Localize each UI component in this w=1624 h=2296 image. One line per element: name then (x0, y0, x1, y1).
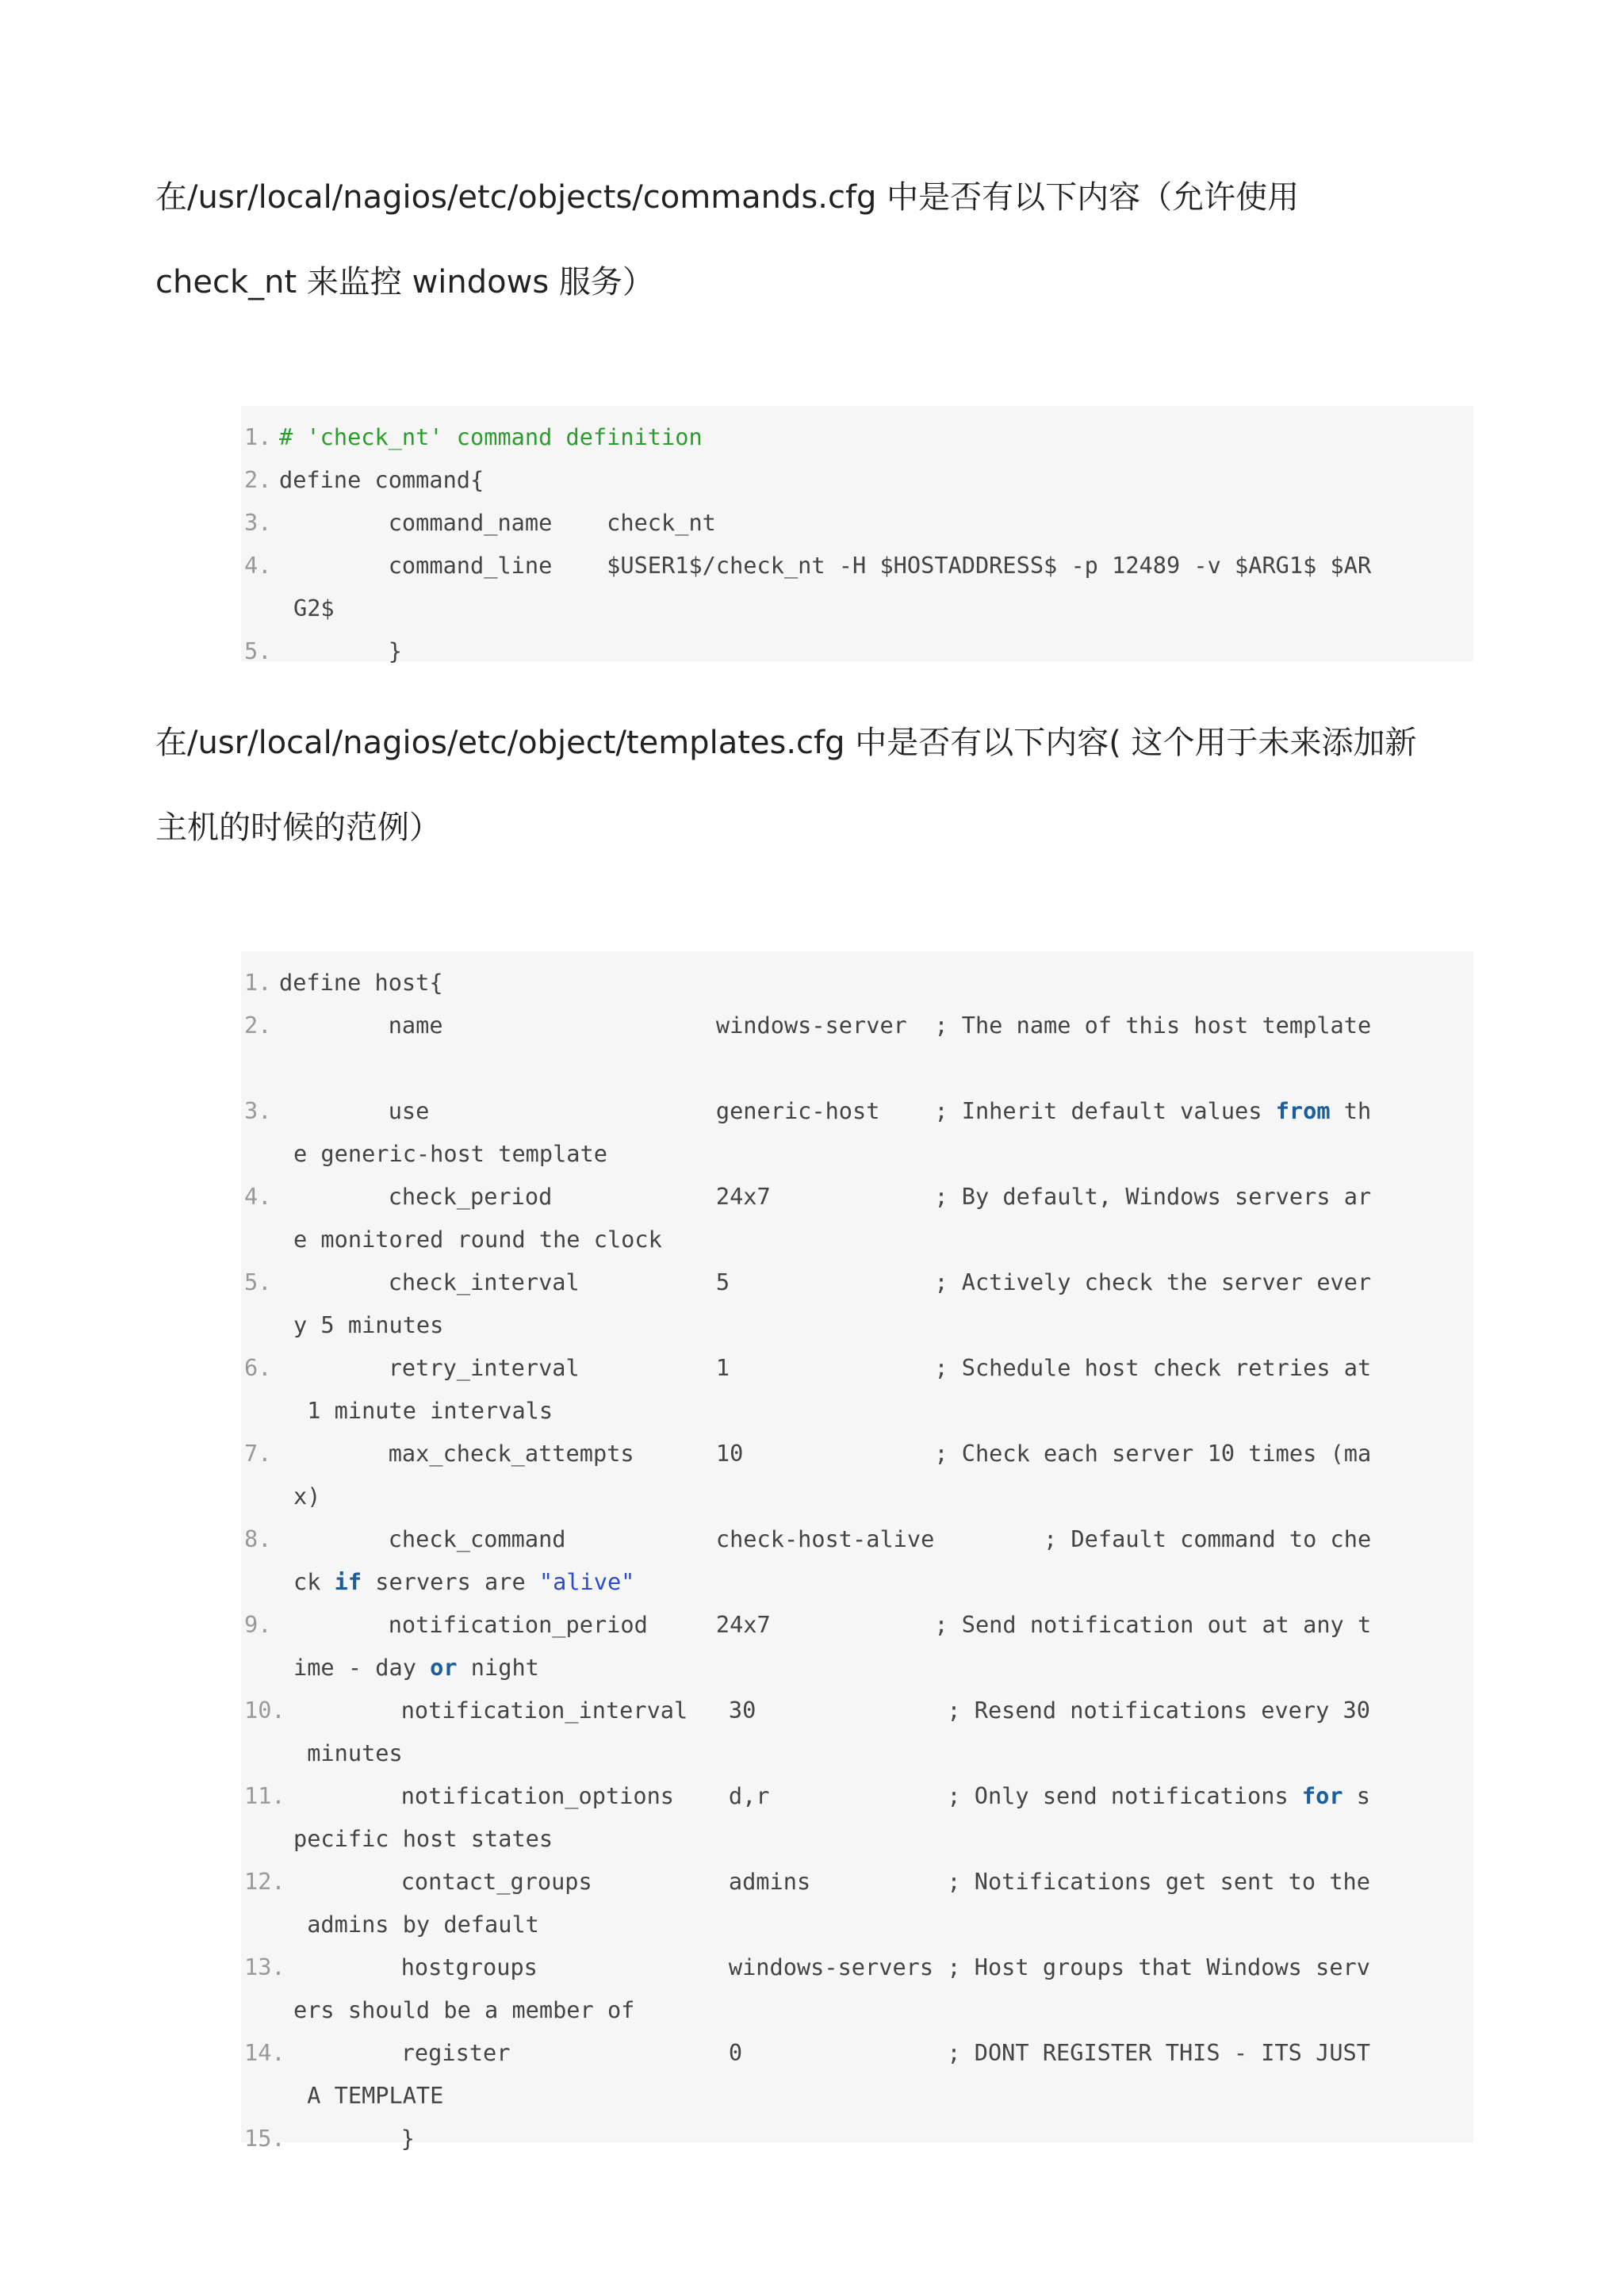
line-number: 6. (244, 1354, 272, 1381)
code-line-wrap (241, 1047, 1473, 1089)
code-comment: # 'check_nt' command definition (279, 423, 703, 450)
code-text: } (279, 637, 402, 664)
code-line-wrap (241, 1646, 1473, 1689)
code-segment: night (457, 1654, 539, 1681)
line-number: 1. (244, 969, 272, 996)
code-line-wrap (241, 1132, 1473, 1175)
code-line-wrap (241, 1389, 1473, 1432)
line-number: 12. (244, 1868, 285, 1895)
code-block-commands (241, 406, 1473, 664)
line-number: 8. (244, 1525, 272, 1552)
code-text: } (292, 2125, 415, 2152)
paragraph-templates-cfg (155, 701, 1472, 871)
code-segment: ck (293, 1568, 335, 1595)
code-segment: s (1342, 1782, 1370, 1809)
line-number: 5. (244, 637, 272, 664)
code-text: check_interval 5 ; Actively check the server ever (279, 1269, 1372, 1295)
code-line (241, 1517, 1473, 1560)
code-text: define host{ (279, 969, 443, 996)
code-line (241, 1432, 1473, 1475)
line-number: 11. (244, 1782, 285, 1809)
paragraph-line: 主机的时候的范例） (155, 809, 441, 846)
code-text: y 5 minutes (293, 1311, 444, 1338)
code-line (241, 629, 1473, 672)
code-line-wrap (241, 1732, 1473, 1774)
code-segment: servers are (362, 1568, 539, 1595)
code-block-host-template (241, 951, 1473, 2152)
code-keyword: or (430, 1654, 458, 1681)
code-text: command_line $USER1$/check_nt -H $HOSTADDRESS$ -p 12489 -v $ARG1$ $AR (279, 552, 1372, 579)
code-text: x) (293, 1483, 321, 1510)
code-line-wrap (241, 1988, 1473, 2031)
code-line (241, 1175, 1473, 1218)
code-text: 1 minute intervals (293, 1397, 553, 1424)
line-number: 4. (244, 552, 272, 579)
code-text: contact_groups admins ; Notifications get sent to the (292, 1868, 1370, 1895)
code-line (241, 1261, 1473, 1303)
code-line (241, 1860, 1473, 1903)
code-string: "alive" (538, 1568, 635, 1595)
code-keyword: for (1301, 1782, 1343, 1809)
code-line (241, 1689, 1473, 1732)
code-text: hostgroups windows-servers ; Host groups that Windows serv (292, 1954, 1370, 1980)
code-keyword: if (334, 1568, 362, 1595)
code-text: admins by default (293, 1911, 539, 1938)
code-line (241, 458, 1473, 501)
code-text: max_check_attempts 10 ; Check each server 10 times (ma (279, 1440, 1372, 1467)
line-number: 2. (244, 1012, 272, 1039)
line-number: 15. (244, 2125, 285, 2152)
code-line-wrap (241, 1218, 1473, 1261)
code-text: e monitored round the clock (293, 1226, 662, 1253)
code-line (241, 2031, 1473, 2074)
code-text (279, 1089, 1371, 1132)
line-number: 5. (244, 1269, 272, 1295)
line-number: 13. (244, 1954, 285, 1980)
code-line-wrap (241, 1560, 1473, 1603)
code-text (293, 1646, 539, 1689)
code-line-wrap (241, 1303, 1473, 1346)
code-text: ers should be a member of (293, 1996, 635, 2023)
line-number: 1. (244, 423, 272, 450)
code-line-wrap (241, 1475, 1473, 1517)
code-line (241, 2117, 1473, 2160)
line-number: 2. (244, 466, 272, 493)
code-text: G2$ (293, 595, 335, 622)
code-line (241, 1603, 1473, 1646)
code-text: notification_interval 30 ; Resend notifications every 30 (292, 1697, 1370, 1724)
code-text (293, 1047, 307, 1089)
line-number: 3. (244, 1097, 272, 1124)
code-text: check_period 24x7 ; By default, Windows servers ar (279, 1183, 1372, 1210)
code-line (241, 1774, 1473, 1817)
code-line-wrap (241, 2074, 1473, 2117)
paragraph-line: check_nt 来监控 windows 服务） (155, 264, 654, 300)
code-text: notification_period 24x7 ; Send notification out at any t (279, 1611, 1372, 1638)
code-segment: ime - day (293, 1654, 431, 1681)
code-text: minutes (293, 1739, 403, 1766)
code-text: register 0 ; DONT REGISTER THIS - ITS JUST (292, 2039, 1370, 2066)
code-line-wrap (241, 587, 1473, 629)
code-text: name windows-server ; The name of this host template (279, 1012, 1372, 1039)
code-text: retry_interval 1 ; Schedule host check retries at (279, 1354, 1372, 1381)
line-number: 3. (244, 509, 272, 536)
code-text: pecific host states (293, 1825, 553, 1852)
line-number: 9. (244, 1611, 272, 1638)
line-number: 10. (244, 1697, 285, 1724)
paragraph-line: 在/usr/local/nagios/etc/objects/commands.cfg 中是否有以下内容（允许使用 (155, 179, 1300, 216)
line-number: 4. (244, 1183, 272, 1210)
code-line (241, 961, 1473, 1004)
code-line-wrap (241, 1903, 1473, 1946)
code-line (241, 1004, 1473, 1047)
code-line (241, 1346, 1473, 1389)
code-line (241, 544, 1473, 587)
code-text: command_name check_nt (279, 509, 716, 536)
code-text: check_command check-host-alive ; Default command to che (279, 1525, 1372, 1552)
code-text (292, 1774, 1370, 1817)
paragraph-line: 在/usr/local/nagios/etc/object/templates.cfg 中是否有以下内容( 这个用于未来添加新 (155, 725, 1417, 761)
code-text: A TEMPLATE (293, 2082, 444, 2109)
code-line (241, 415, 1473, 458)
code-line (241, 501, 1473, 544)
code-keyword: from (1275, 1097, 1331, 1124)
line-number: 7. (244, 1440, 272, 1467)
paragraph-commands-cfg (155, 155, 1472, 325)
line-number: 14. (244, 2039, 285, 2066)
code-line-wrap (241, 1817, 1473, 1860)
code-text (293, 1560, 634, 1603)
code-text: e generic-host template (293, 1140, 607, 1167)
code-line (241, 1089, 1473, 1132)
code-segment: notification_options d,r ; Only send notifications (292, 1782, 1302, 1809)
code-text: define command{ (279, 466, 485, 493)
code-segment: th (1330, 1097, 1372, 1124)
code-segment: use generic-host ; Inherit default values (279, 1097, 1276, 1124)
code-line (241, 1946, 1473, 1988)
